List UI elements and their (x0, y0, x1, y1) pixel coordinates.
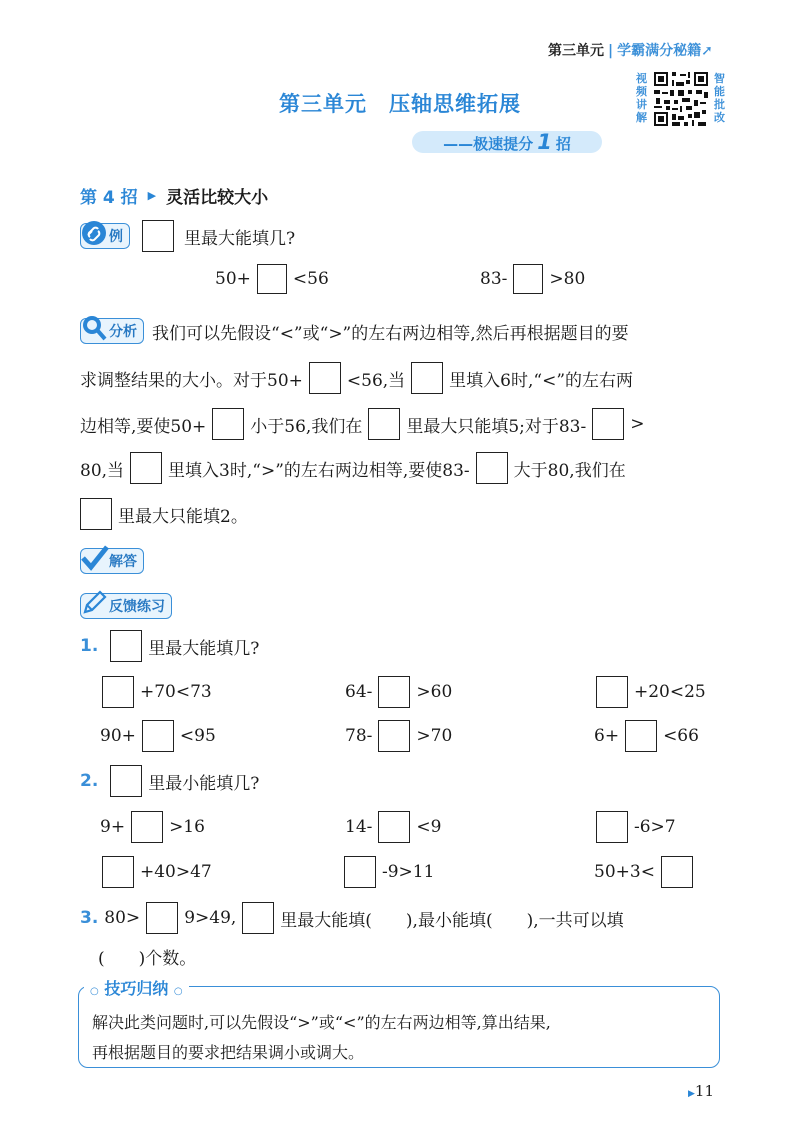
q1-item-2: 64- >60 (345, 676, 452, 708)
answer-box[interactable] (344, 856, 376, 888)
example-row (80, 220, 295, 252)
tip-dot-icon: ○ (173, 986, 183, 997)
answer-box[interactable] (102, 676, 134, 708)
answer-box (80, 498, 112, 530)
example-tag: 例 (80, 223, 130, 249)
qr-code-icon (652, 70, 710, 128)
magnifier-icon (79, 313, 109, 343)
answer-box[interactable] (625, 720, 657, 752)
answer-box[interactable] (596, 811, 628, 843)
answer-box (476, 452, 508, 484)
section-label: 第 4 招 (80, 188, 138, 208)
section-heading (80, 183, 268, 208)
q1-item-3: +20<25 (590, 676, 706, 708)
page-title: 第三单元 压轴思维拓展 (279, 91, 521, 116)
answer-box[interactable] (142, 720, 174, 752)
answer-box[interactable] (596, 676, 628, 708)
answer-section (80, 548, 144, 574)
checkmark-icon (79, 543, 109, 573)
pencil-icon (79, 588, 109, 618)
q1-item-6: 6+ <66 (594, 720, 699, 752)
qr-left-label: 视频讲解 (636, 72, 647, 124)
triangle-icon: ▶ (147, 189, 157, 202)
tip-text-1: 解决此类问题时,可以先假设“>”或“<”的左右两边相等,算出结果, (92, 1013, 551, 1032)
example-question: 里最大能填几? (184, 228, 296, 249)
q1-item-1: +70<73 (96, 676, 212, 708)
answer-box (368, 408, 400, 440)
question-2: 2. 里最小能填几? (80, 765, 259, 797)
q2-item-3: -6>7 (590, 811, 676, 843)
answer-box[interactable] (146, 902, 178, 934)
feedback-tag: 反馈练习 (80, 593, 172, 619)
header-unit: 第三单元 | 学霸满分秘籍➚ (548, 43, 713, 59)
qr-right-label: 智能批改 (714, 72, 725, 124)
answer-box[interactable] (131, 811, 163, 843)
q2-item-5: -9>11 (338, 856, 434, 888)
tip-dot-icon: ○ (90, 986, 99, 997)
q2-item-2: 14- <9 (345, 811, 441, 843)
answer-box[interactable] (661, 856, 693, 888)
answer-box (411, 362, 443, 394)
analysis-line-1: 分析 我们可以先假设“<”或“>”的左右两边相等,然后再根据题目的要 (80, 318, 629, 344)
answer-box[interactable] (102, 856, 134, 888)
answer-box (110, 765, 142, 797)
answer-box (309, 362, 341, 394)
answer-box[interactable] (513, 264, 543, 294)
question-3-cont: ( )个数。 (98, 949, 197, 969)
answer-box (592, 408, 624, 440)
answer-box[interactable] (142, 220, 174, 252)
answer-box[interactable] (378, 720, 410, 752)
q2-item-6: 50+3< (594, 856, 699, 888)
tip-text-2: 再根据题目的要求把结果调小或调大。 (92, 1043, 365, 1062)
q2-item-4: +40>47 (96, 856, 212, 888)
analysis-line-2: 求调整结果的大小。对于50+ <56,当 里填入6时,“<”的左右两 (80, 362, 633, 394)
header-series: 学霸满分秘籍 (617, 43, 702, 59)
q1-item-4: 90+ <95 (100, 720, 216, 752)
answer-tag: 解答 (80, 548, 144, 574)
tip-title: ○ 技巧归纳 ○ (84, 976, 189, 999)
example-expr-2: 83- >80 (480, 264, 585, 294)
subtitle-banner: ——极速提分 1 招 (412, 131, 602, 153)
question-1: 1. 里最大能填几? (80, 630, 259, 662)
q1-item-5: 78- >70 (345, 720, 452, 752)
answer-box (212, 408, 244, 440)
feedback-section (80, 593, 172, 619)
answer-box[interactable] (257, 264, 287, 294)
analysis-line-4: 80,当 里填入3时,“>”的左右两边相等,要使83- 大于80,我们在 (80, 452, 626, 484)
page-number: ▶11 (688, 1082, 715, 1100)
q2-item-1: 9+ >16 (100, 811, 205, 843)
qr-block (636, 70, 728, 132)
analysis-line-5: 里最大只能填2。 (80, 498, 248, 530)
analysis-line-3: 边相等,要使50+ 小于56,我们在 里最大只能填5;对于83- > (80, 408, 645, 440)
answer-box (130, 452, 162, 484)
analysis-tag: 分析 (80, 318, 144, 344)
example-expr-1: 50+ <56 (215, 264, 329, 294)
answer-box[interactable] (378, 676, 410, 708)
triangle-icon: ▶ (688, 1089, 695, 1099)
answer-box (110, 630, 142, 662)
answer-box (242, 902, 274, 934)
question-3: 3. 80> 9>49, 里最大能填( ),最小能填( ),一共可以填 (80, 902, 624, 934)
section-title: 灵活比较大小 (166, 188, 269, 208)
link-icon (79, 218, 109, 248)
answer-box[interactable] (378, 811, 410, 843)
